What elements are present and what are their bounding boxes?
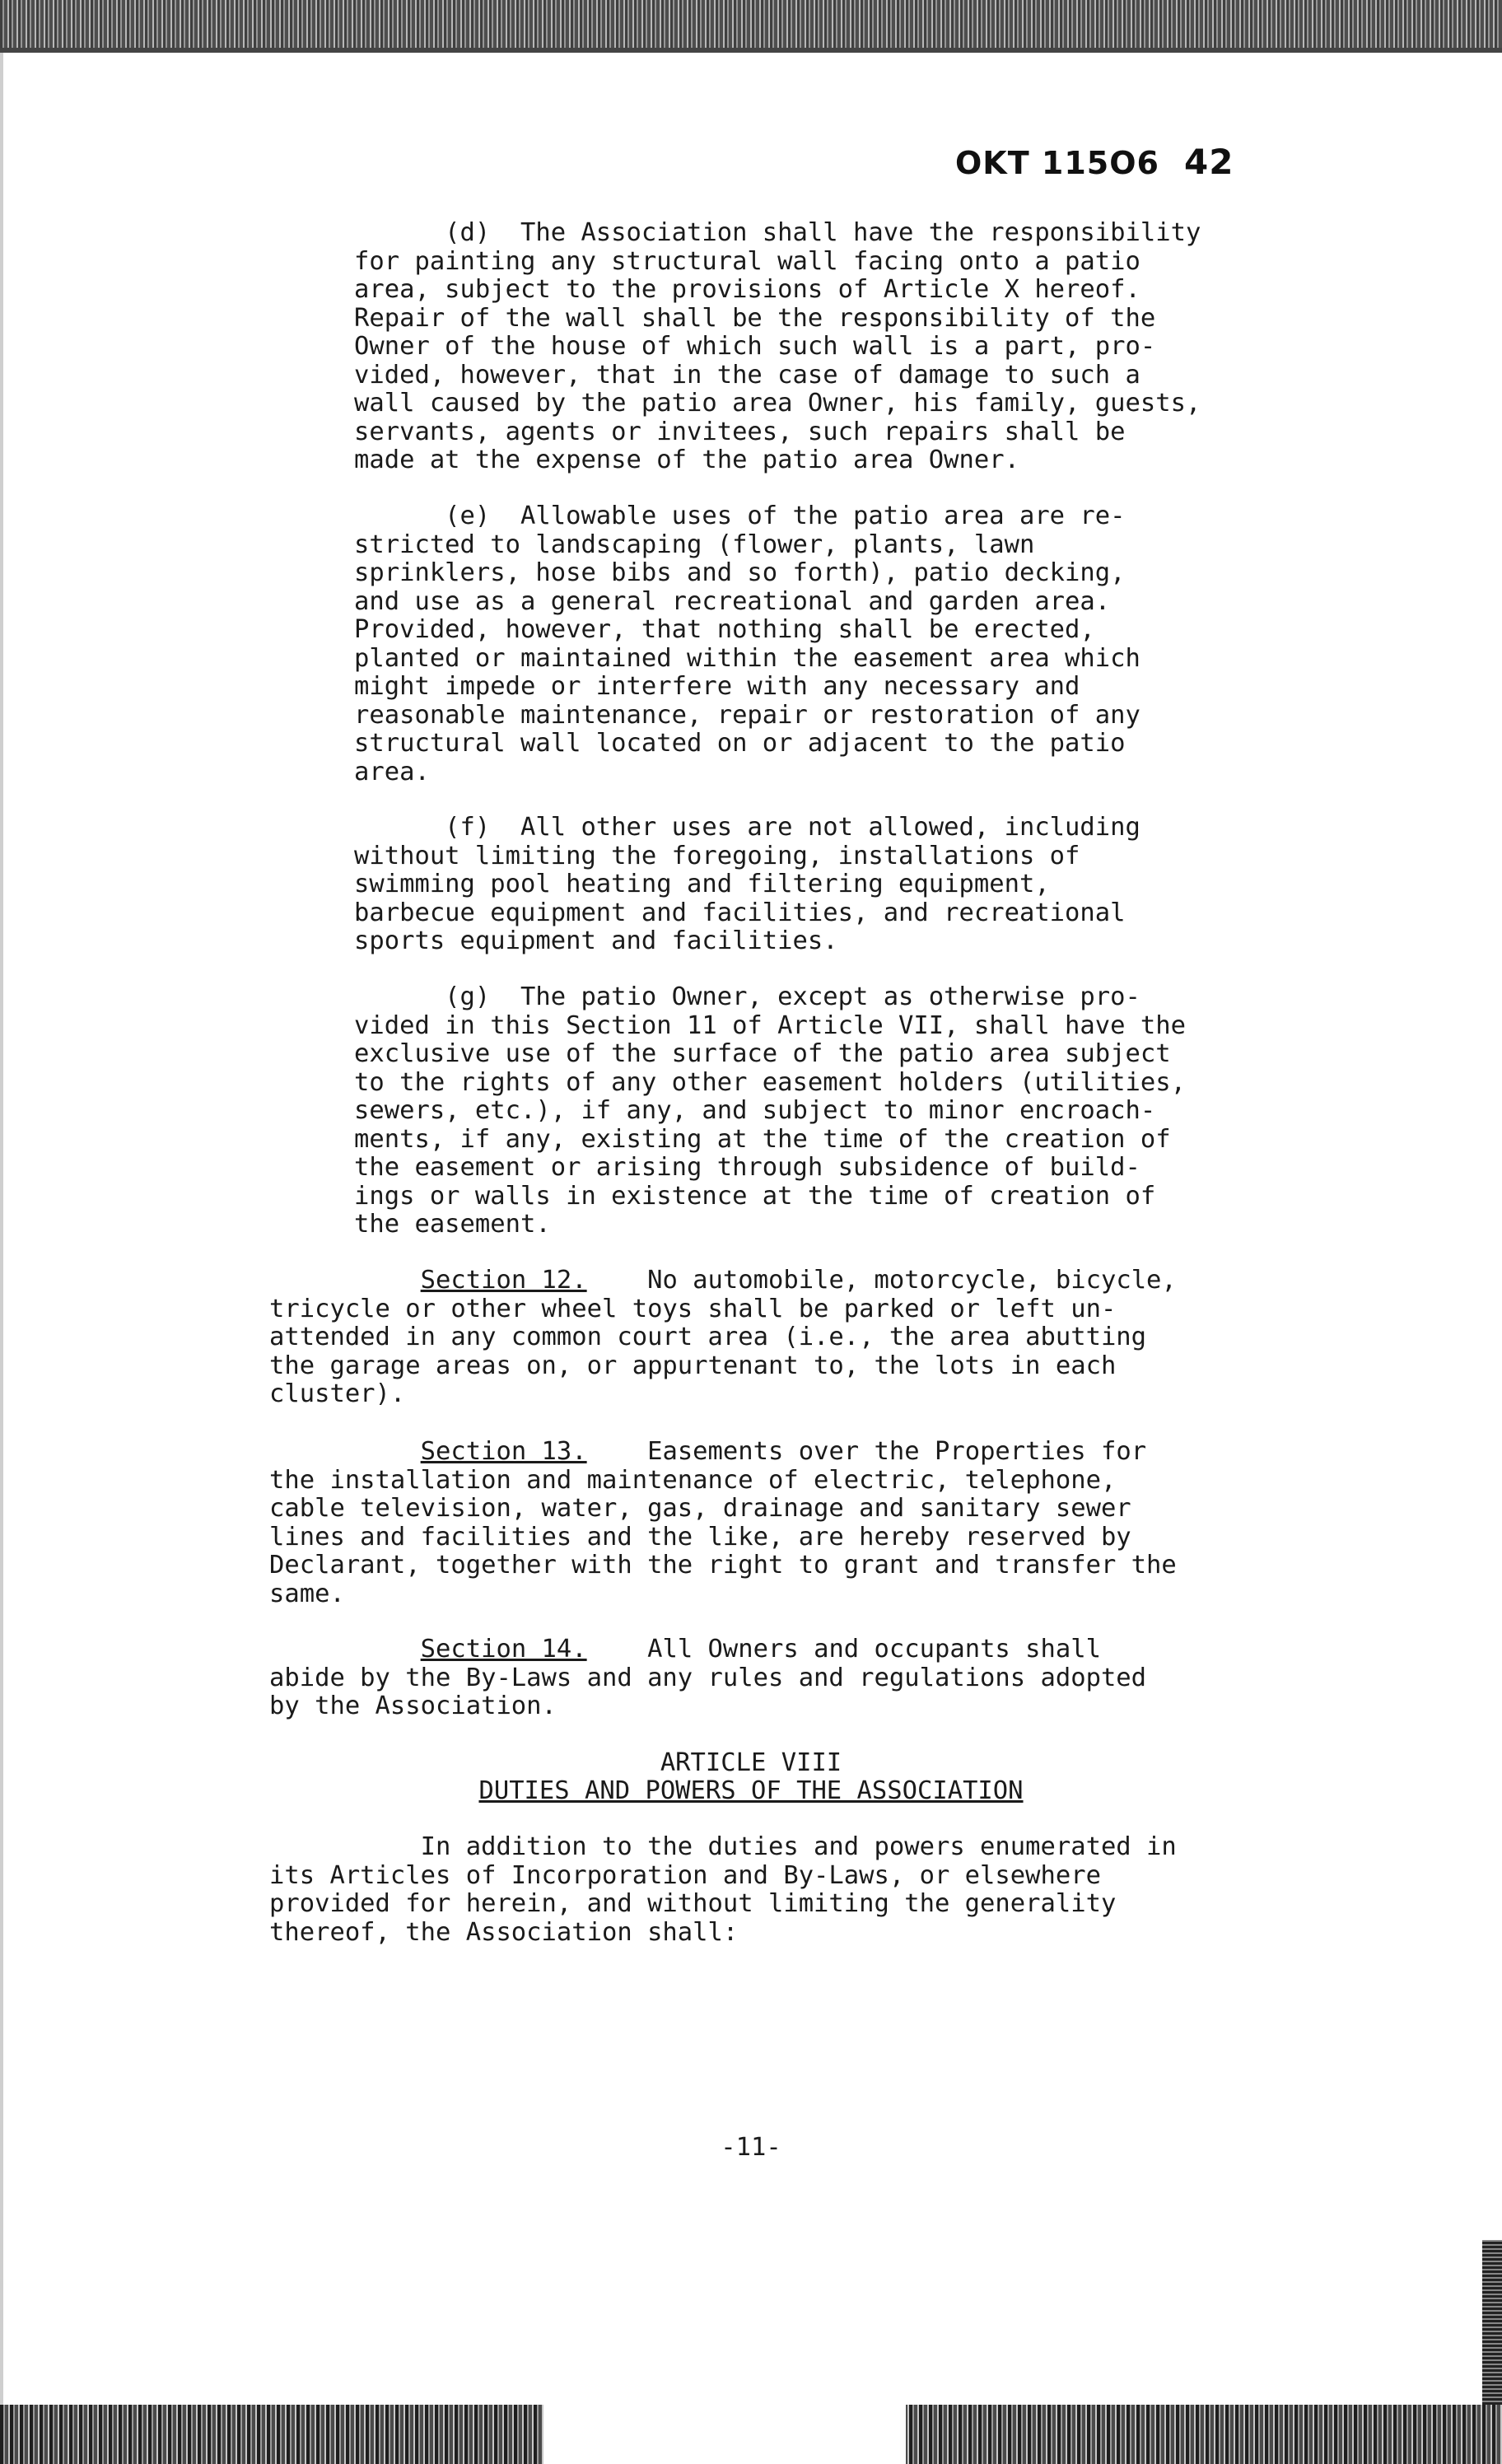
article-title: DUTIES AND POWERS OF THE ASSOCIATION [478,1776,1024,1805]
section-14 [269,1636,1146,1721]
section-13-body: Easements over the Properties for the installation and maintenance of electric, telephone, cable television, water, gas, drainage and sanitary sewer lines and facilities and the like, are hereby reserved by Declarant, together with the right to grant and transfer the same. [269,1437,1177,1608]
paragraph-g: (g) The patio Owner, except as otherwise pro- vided in this Section 11 of Article VII, shall have the exclusive use of the surface of the patio area subject to the rights of any other easement holders (utilities, sewers, etc.), if any, and subject to minor encroach- ments, if any, existing at the time of the creation of the easement or arising through subsidence of build- ings or walls in existence at the time of creation of the easement. [354,982,1186,1239]
scan-border-left [0,53,3,2405]
scan-border-top [0,48,1502,53]
record-page-ref: 42 [1183,142,1234,182]
section-14-heading: Section 14. [420,1635,587,1664]
page-number: -11- [721,2133,781,2162]
article-number: ARTICLE VIII [660,1748,842,1777]
section-12-indent [269,1266,421,1295]
paragraph-d: (d) The Association shall have the responsibility for painting any structural wall facing onto a patio area, subject to the provisions of Article X hereof. Repair of the wall shall be the responsibility of the Owner of the house of which such wall is a part, pro- vided, however, that in the case of damage to such a wall caused by the patio area Owner, his family, guests, servants, agents or invitees, such repairs shall be made at the expense of the patio area Owner. [354,218,1201,474]
section-12 [269,1267,1177,1409]
section-12-heading: Section 12. [420,1266,587,1295]
section-14-body: All Owners and occupants shall abide by the By-Laws and any rules and regulations adopted by the Association. [269,1635,1147,1720]
section-13-heading: Section 13. [420,1437,587,1466]
paragraph-f: (f) All other uses are not allowed, including without limiting the foregoing, installations of swimming pool heating and filtering equipment, barbecue equipment and facilities, and recreational sports equipment and facilities. [354,813,1140,955]
scan-artifact-right [1482,2240,1502,2405]
paragraph-e: (e) Allowable uses of the patio area are re- stricted to landscaping (flower, plants, lawn sprinklers, hose bibs and so forth), patio decking, and use as a general recreational and garden area. Provided, however, that nothing shall be erected, planted or maintained within the easement area which might impede or interfere with any necessary and reasonable maintenance, repair or restoration of any structural wall located on or adjacent to the patio area. [354,502,1140,786]
section-14-indent [269,1635,421,1664]
scan-artifact-top [0,0,1502,48]
scan-bottom-gap [543,2405,906,2464]
record-stamp [955,142,1234,182]
section-13 [269,1438,1177,1608]
section-13-indent [269,1437,421,1466]
article-intro: In addition to the duties and powers enumerated in its Articles of Incorporation and By-Laws, or elsewhere provided for herein, and without limiting the generality thereof, the Association shall: [269,1832,1177,1947]
section-12-body: No automobile, motorcycle, bicycle, tricycle or other wheel toys shall be parked or left un- attended in any common court area (i.e., the area abutting the garage areas on, or appurtenant to, the lots in each cluster). [269,1266,1177,1408]
record-stamp-text: OKT 115O6 [955,145,1159,181]
